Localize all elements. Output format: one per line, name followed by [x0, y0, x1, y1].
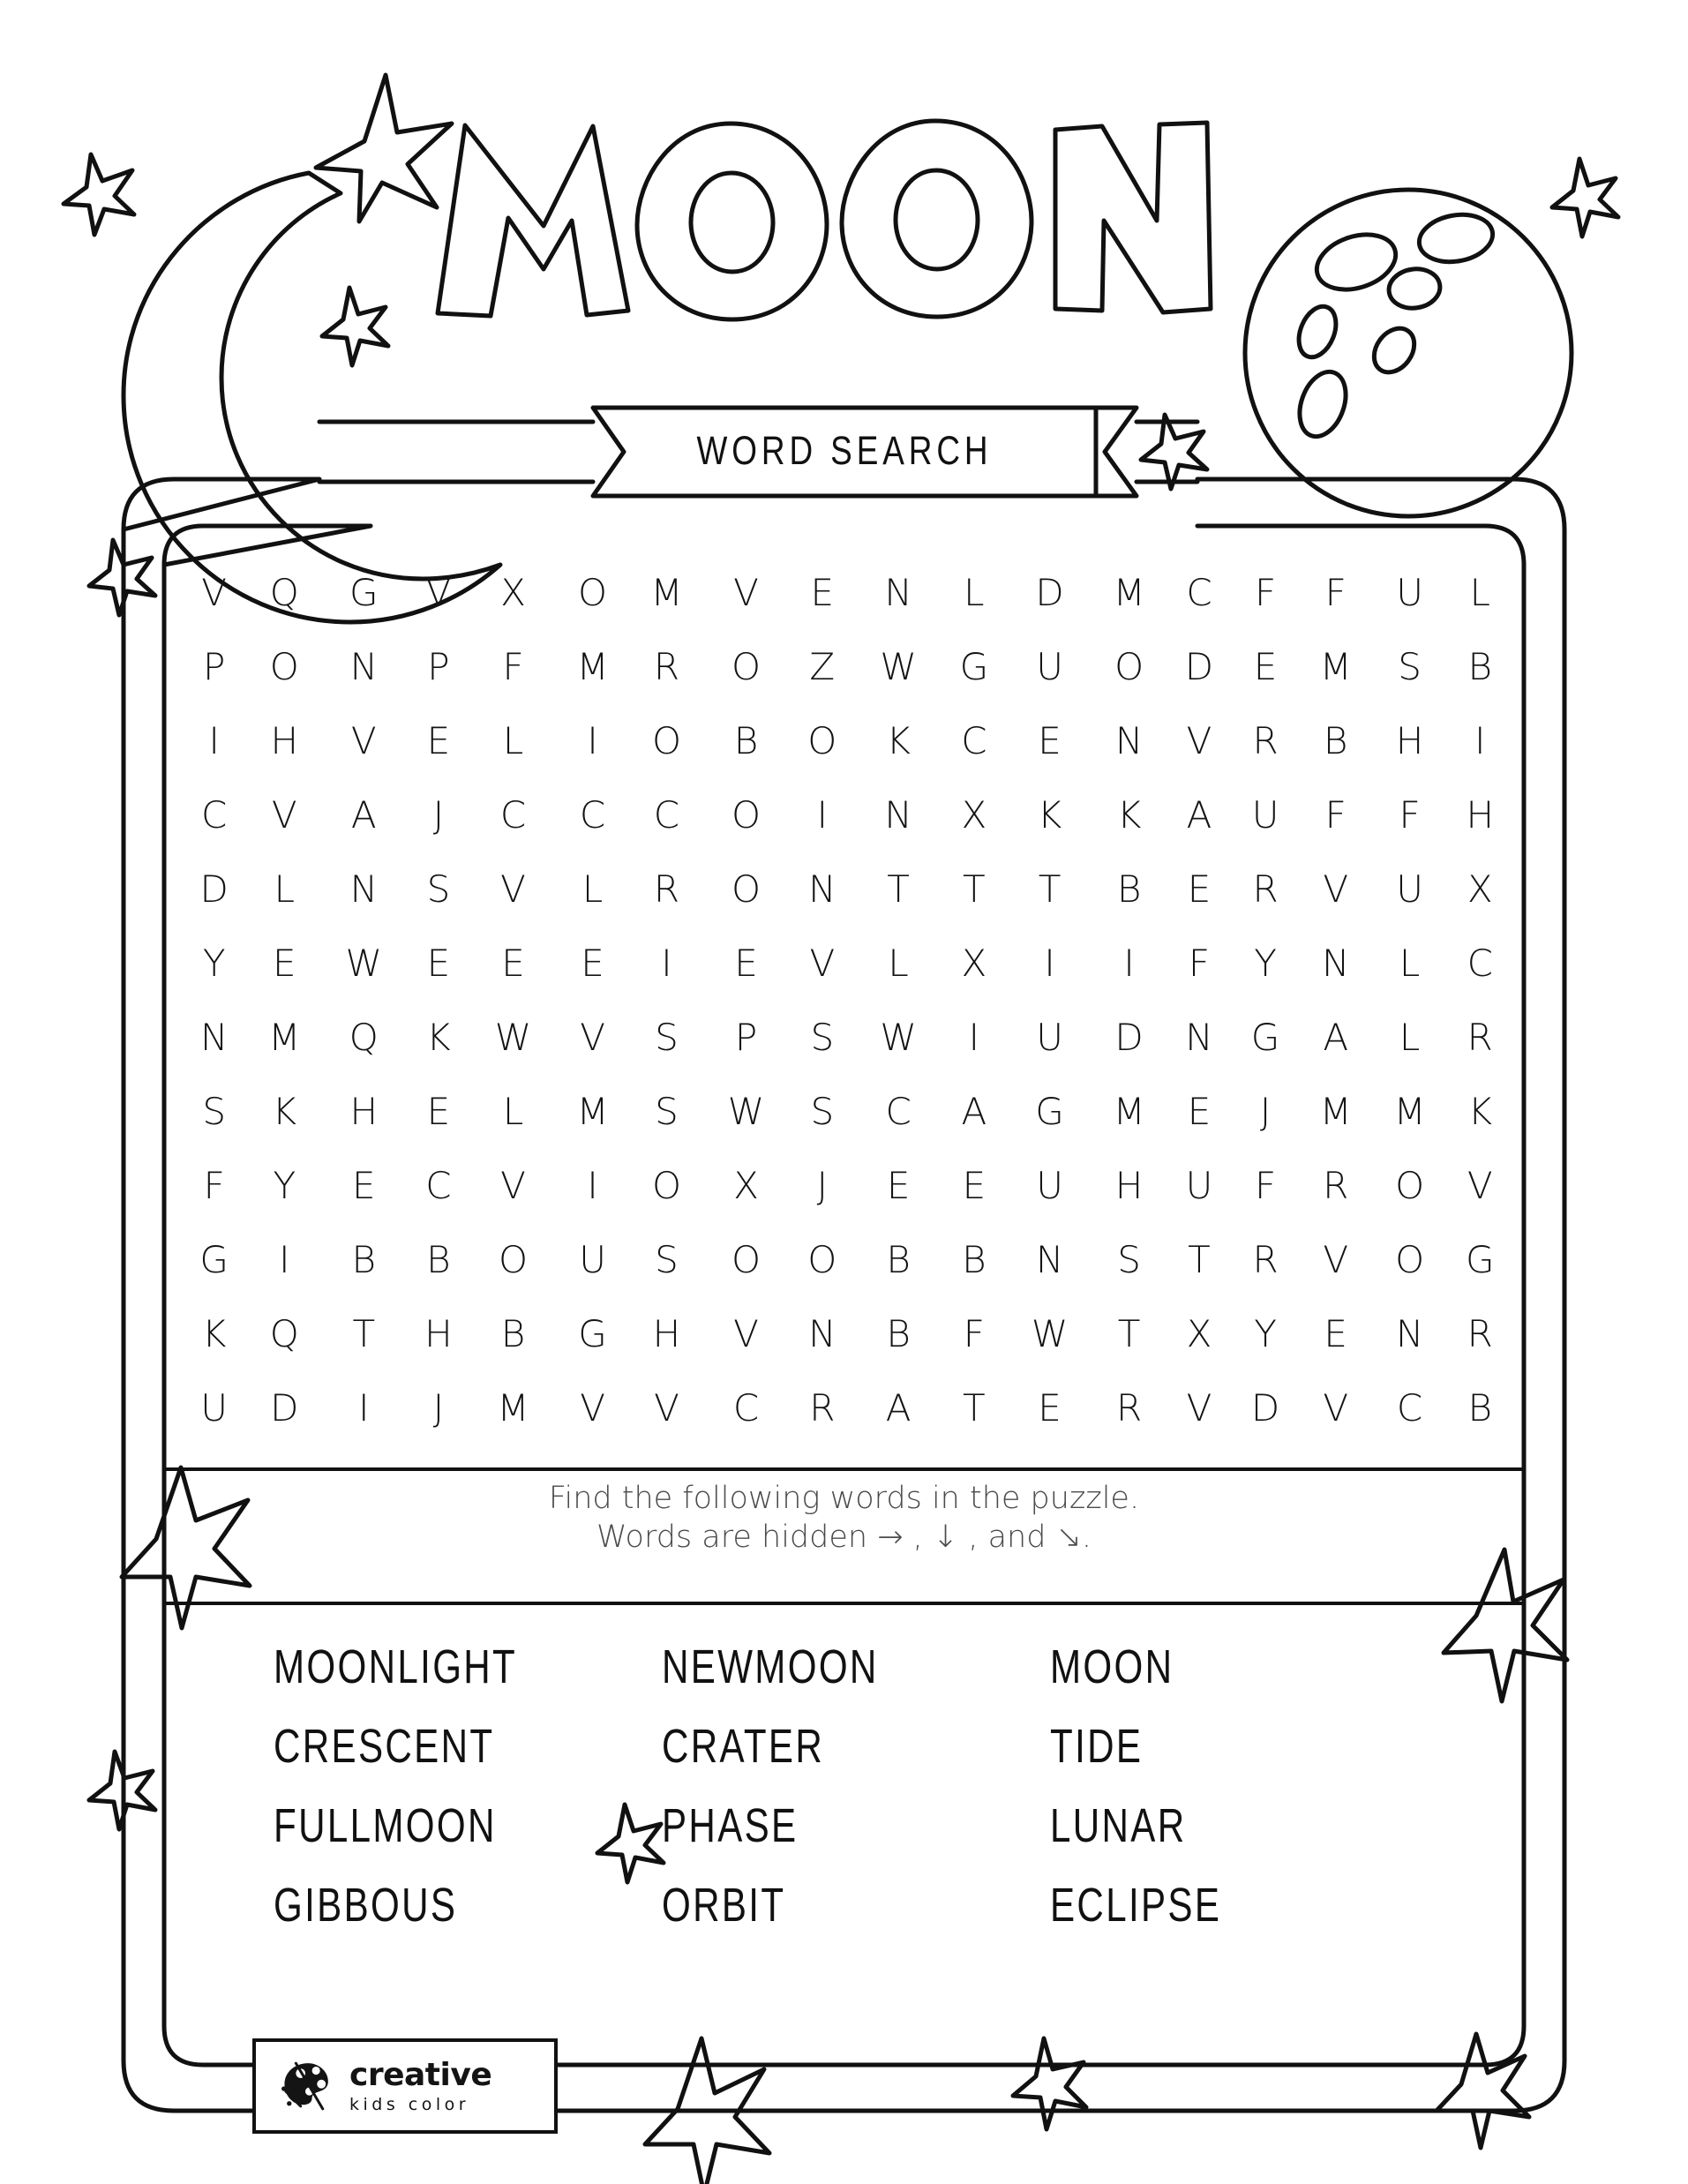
letter-cell[interactable]: W — [727, 1090, 765, 1133]
brand-logo-text — [349, 2056, 492, 2114]
letter-cell[interactable]: L — [581, 867, 604, 911]
letter-cell[interactable]: S — [810, 1090, 835, 1133]
star-icon — [89, 540, 155, 615]
letter-cell[interactable]: M — [1319, 1090, 1352, 1133]
letter-cell[interactable]: F — [502, 645, 524, 688]
word-list-item[interactable]: FULLMOON — [274, 1799, 497, 1852]
letter-cell[interactable]: I — [661, 942, 672, 985]
letter-cell[interactable]: N — [1395, 1312, 1424, 1355]
letter-cell[interactable]: S — [1117, 1238, 1141, 1281]
letter-cell[interactable]: K — [201, 1312, 227, 1355]
letter-cell[interactable]: O — [1114, 645, 1144, 688]
letter-cell[interactable]: G — [199, 1238, 229, 1281]
letter-grid-row — [181, 1075, 1513, 1149]
letter-cell[interactable]: N — [1321, 942, 1350, 985]
word-list-item[interactable]: TIDE — [1050, 1720, 1144, 1773]
letter-cell[interactable]: C — [732, 1386, 760, 1430]
letter-cell[interactable]: N — [1035, 1238, 1064, 1281]
letter-cell[interactable]: Y — [202, 942, 226, 985]
letter-cell[interactable]: C — [1186, 571, 1212, 614]
word-list-item[interactable]: LUNAR — [1050, 1799, 1187, 1852]
letter-cell[interactable]: I — [816, 793, 828, 837]
letter-cell[interactable]: B — [1116, 867, 1142, 911]
letter-cell[interactable]: Y — [273, 1164, 296, 1207]
letter-grid-row — [181, 556, 1513, 630]
letter-cell[interactable]: V — [1467, 1164, 1493, 1207]
instructions-line-2: Words are hidden → , ↓ , and ↘. — [596, 1520, 1092, 1555]
letter-cell[interactable]: K — [272, 1090, 297, 1133]
letter-grid-row — [181, 778, 1513, 852]
letter-cell[interactable]: L — [1399, 1016, 1421, 1059]
letter-cell[interactable]: E — [501, 942, 525, 985]
letter-cell[interactable]: D — [1114, 1016, 1144, 1059]
letter-cell[interactable]: E — [1253, 645, 1278, 688]
letter-cell[interactable]: I — [208, 719, 220, 762]
letter-cell[interactable]: I — [587, 1164, 598, 1207]
letter-cell[interactable]: R — [809, 1386, 836, 1430]
letter-cell[interactable]: H — [424, 1312, 453, 1355]
letter-cell[interactable]: B — [426, 1238, 451, 1281]
letter-cell[interactable]: E — [1324, 1312, 1347, 1355]
letter-cell[interactable]: C — [961, 719, 987, 762]
instructions-bottom-rule — [164, 1602, 1524, 1605]
letter-grid-row — [181, 1297, 1513, 1371]
letter-cell[interactable]: T — [1117, 1312, 1141, 1355]
letter-cell[interactable]: I — [279, 1238, 290, 1281]
letter-cell[interactable]: L — [502, 719, 524, 762]
letter-cell[interactable]: V — [425, 571, 452, 614]
star-icon — [1141, 415, 1207, 489]
letter-cell[interactable]: V — [500, 1164, 526, 1207]
word-list-item[interactable]: PHASE — [662, 1799, 799, 1852]
letter-cell[interactable]: E — [1038, 1386, 1062, 1430]
letter-cell[interactable]: N — [808, 867, 836, 911]
letter-cell[interactable]: M — [497, 1386, 529, 1430]
letter-cell[interactable]: B — [733, 719, 759, 762]
letter-cell[interactable]: C — [425, 1164, 452, 1207]
letter-cell[interactable]: J — [432, 793, 445, 837]
letter-cell[interactable]: X — [1467, 867, 1493, 911]
letter-cell[interactable]: V — [1323, 1386, 1349, 1430]
letter-cell[interactable]: N — [1185, 1016, 1213, 1059]
letter-cell[interactable]: V — [733, 571, 759, 614]
star-icon — [89, 1752, 155, 1829]
letter-cell[interactable]: L — [888, 942, 909, 985]
letter-cell[interactable]: U — [579, 1238, 606, 1281]
word-list-item[interactable]: MOONLIGHT — [274, 1640, 518, 1693]
letter-cell[interactable]: O — [731, 793, 761, 837]
letter-cell[interactable]: D — [1035, 571, 1064, 614]
letter-cell[interactable]: P — [203, 645, 226, 688]
letter-cell[interactable]: V — [350, 719, 377, 762]
instructions — [164, 1479, 1524, 1557]
letter-cell[interactable]: E — [426, 942, 451, 985]
letter-cell[interactable]: S — [655, 1238, 679, 1281]
letter-cell[interactable]: S — [655, 1016, 679, 1059]
letter-cell[interactable]: U — [1251, 793, 1279, 837]
letter-cell[interactable]: E — [426, 719, 451, 762]
letter-cell[interactable]: S — [655, 1090, 679, 1133]
letter-cell[interactable]: V — [580, 1386, 605, 1430]
letter-cell[interactable]: M — [268, 1016, 301, 1059]
letter-cell[interactable]: F — [1324, 793, 1347, 837]
letter-cell[interactable]: B — [1323, 719, 1348, 762]
star-icon — [1444, 1550, 1567, 1701]
letter-cell[interactable]: O — [651, 1164, 681, 1207]
letter-cell[interactable]: C — [1396, 1386, 1423, 1430]
letter-cell[interactable]: K — [1037, 793, 1062, 837]
letter-cell[interactable]: O — [731, 867, 761, 911]
letter-grid-row — [181, 704, 1513, 778]
letter-cell[interactable]: B — [962, 1238, 987, 1281]
letter-cell[interactable]: B — [351, 1238, 377, 1281]
letter-cell[interactable]: I — [968, 1016, 980, 1059]
letter-cell[interactable]: G — [578, 1312, 607, 1355]
letter-cell[interactable]: B — [1467, 645, 1493, 688]
letter-cell[interactable]: N — [884, 793, 912, 837]
letter-grid-row — [181, 1223, 1513, 1297]
letter-cell[interactable]: P — [427, 645, 450, 688]
letter-cell[interactable]: U — [1036, 1164, 1063, 1207]
full-moon-icon — [1245, 190, 1572, 516]
letter-cell[interactable]: L — [274, 867, 295, 911]
word-list-item[interactable]: ECLIPSE — [1050, 1879, 1222, 1932]
star-icon — [1552, 159, 1618, 236]
letter-cell[interactable]: E — [426, 1090, 451, 1133]
letter-cell[interactable]: A — [1323, 1016, 1349, 1059]
letter-cell[interactable]: V — [201, 571, 228, 614]
letter-cell[interactable]: A — [350, 793, 377, 837]
letter-cell[interactable]: F — [1254, 1164, 1277, 1207]
letter-cell[interactable]: W — [494, 1016, 532, 1059]
letter-cell[interactable]: C — [885, 1090, 912, 1133]
letter-cell[interactable]: H — [349, 1090, 379, 1133]
letter-cell[interactable]: K — [1116, 793, 1142, 837]
letter-cell[interactable]: B — [886, 1312, 911, 1355]
letter-cell[interactable]: D — [270, 1386, 299, 1430]
word-list-item[interactable]: ORBIT — [662, 1879, 786, 1932]
word-search-banner-label: WORD SEARCH — [696, 428, 993, 473]
letter-cell[interactable]: U — [1185, 1164, 1213, 1207]
letter-cell[interactable]: E — [1187, 867, 1212, 911]
letter-cell[interactable]: V — [654, 1386, 679, 1430]
letter-cell[interactable]: N — [349, 645, 378, 688]
letter-cell[interactable]: C — [1467, 942, 1493, 985]
letter-cell[interactable]: U — [1036, 645, 1063, 688]
letter-cell[interactable]: K — [426, 1016, 451, 1059]
letter-cell[interactable]: W — [1031, 1312, 1069, 1355]
brand-tagline: kids color — [349, 2094, 470, 2114]
letter-cell[interactable]: M — [576, 645, 609, 688]
paint-palette-icon — [272, 2053, 339, 2120]
letter-cell[interactable]: F — [963, 1312, 985, 1355]
letter-cell[interactable]: T — [963, 1386, 986, 1430]
letter-cell[interactable]: I — [587, 719, 598, 762]
letter-cell[interactable]: N — [349, 867, 378, 911]
letter-cell[interactable]: H — [1395, 719, 1424, 762]
letter-cell[interactable]: T — [963, 867, 986, 911]
letter-cell[interactable]: R — [1323, 1164, 1349, 1207]
letter-cell[interactable]: H — [1466, 793, 1495, 837]
letter-cell[interactable]: L — [502, 1090, 524, 1133]
star-icon — [64, 154, 134, 235]
letter-cell[interactable]: E — [1038, 719, 1062, 762]
letter-grid-row — [181, 630, 1513, 704]
letter-cell[interactable]: F — [1399, 793, 1421, 837]
letter-cell[interactable]: B — [1467, 1386, 1493, 1430]
letter-cell[interactable]: X — [500, 571, 526, 614]
letter-cell[interactable]: H — [270, 719, 299, 762]
letter-cell[interactable]: N — [199, 1016, 229, 1059]
letter-cell[interactable]: W — [345, 942, 383, 985]
letter-cell[interactable]: K — [886, 719, 911, 762]
letter-cell[interactable]: E — [810, 571, 835, 614]
letter-cell[interactable]: R — [1467, 1312, 1493, 1355]
letter-cell[interactable]: N — [884, 571, 912, 614]
letter-cell[interactable]: Y — [1254, 942, 1277, 985]
letter-cell[interactable]: X — [733, 1164, 759, 1207]
letter-cell[interactable]: D — [199, 867, 229, 911]
letter-cell[interactable]: U — [1396, 571, 1423, 614]
letter-cell[interactable]: V — [1186, 719, 1212, 762]
letter-cell[interactable]: B — [886, 1238, 911, 1281]
letter-cell[interactable]: I — [1044, 942, 1055, 985]
letter-cell[interactable]: P — [734, 1016, 758, 1059]
letter-grid — [181, 556, 1513, 1456]
letter-grid-row — [181, 927, 1513, 1001]
letter-cell[interactable]: X — [961, 793, 987, 837]
letter-cell[interactable]: O — [807, 719, 837, 762]
letter-cell[interactable]: R — [1116, 1386, 1143, 1430]
letter-cell[interactable]: D — [1250, 1386, 1280, 1430]
letter-cell[interactable]: M — [1393, 1090, 1426, 1133]
letter-cell[interactable]: A — [885, 1386, 912, 1430]
word-list-item[interactable]: NEWMOON — [662, 1640, 879, 1693]
brand-name: creative — [349, 2056, 492, 2093]
letter-cell[interactable]: N — [808, 1312, 836, 1355]
letter-cell[interactable]: T — [1038, 867, 1062, 911]
letter-cell[interactable]: I — [1123, 942, 1135, 985]
letter-grid-row — [181, 1371, 1513, 1445]
letter-cell[interactable]: A — [961, 1090, 987, 1133]
letter-cell[interactable]: K — [1467, 1090, 1493, 1133]
letter-cell[interactable]: E — [962, 1164, 987, 1207]
instructions-line-1: Find the following words in the puzzle. — [548, 1481, 1140, 1516]
letter-cell[interactable]: O — [731, 645, 761, 688]
letter-cell[interactable]: O — [731, 1238, 761, 1281]
letter-cell[interactable]: M — [1113, 1090, 1145, 1133]
letter-cell[interactable]: U — [1036, 1016, 1063, 1059]
letter-cell[interactable]: T — [887, 867, 910, 911]
letter-cell[interactable]: V — [1323, 1238, 1349, 1281]
page-title — [415, 84, 1244, 322]
letter-cell[interactable]: V — [1186, 1386, 1212, 1430]
letter-cell[interactable]: G — [959, 645, 989, 688]
letter-cell[interactable]: R — [1467, 1016, 1493, 1059]
letter-cell[interactable]: E — [1187, 1090, 1212, 1133]
word-search-banner-label-wrap — [593, 402, 1096, 506]
letter-cell[interactable]: B — [500, 1312, 526, 1355]
letter-cell[interactable]: O — [269, 645, 299, 688]
letter-cell[interactable]: G — [1466, 1238, 1495, 1281]
letter-grid-row — [181, 852, 1513, 927]
instructions-top-rule — [164, 1467, 1524, 1471]
letter-cell[interactable]: R — [653, 867, 680, 911]
letter-grid-row — [181, 1001, 1513, 1075]
letter-cell[interactable]: G — [349, 571, 379, 614]
letter-cell[interactable]: X — [961, 942, 987, 985]
letter-cell[interactable]: C — [499, 793, 527, 837]
letter-cell[interactable]: C — [201, 793, 228, 837]
letter-cell[interactable]: E — [273, 942, 296, 985]
letter-cell[interactable]: T — [1188, 1238, 1211, 1281]
letter-cell[interactable]: F — [203, 1164, 225, 1207]
letter-cell[interactable]: O — [1395, 1164, 1425, 1207]
star-icon — [1437, 2034, 1529, 2148]
letter-cell[interactable]: M — [1319, 645, 1352, 688]
brand-logo — [252, 2038, 558, 2134]
letter-cell[interactable]: G — [1250, 1016, 1280, 1059]
letter-cell[interactable]: O — [807, 1238, 837, 1281]
letter-cell[interactable]: L — [1469, 571, 1490, 614]
word-list-item[interactable]: CRATER — [662, 1720, 825, 1773]
letter-cell[interactable]: E — [886, 1164, 911, 1207]
letter-cell[interactable]: A — [1186, 793, 1212, 837]
letter-cell[interactable]: Z — [809, 645, 836, 688]
letter-cell[interactable]: X — [1186, 1312, 1212, 1355]
letter-cell[interactable]: M — [1113, 571, 1145, 614]
letter-cell[interactable]: O — [1395, 1238, 1425, 1281]
letter-cell[interactable]: W — [880, 645, 917, 688]
letter-cell[interactable]: S — [426, 867, 451, 911]
letter-cell[interactable]: J — [1259, 1090, 1272, 1133]
letter-cell[interactable]: L — [964, 571, 985, 614]
letter-cell[interactable]: F — [1324, 571, 1347, 614]
star-icon — [645, 2038, 769, 2184]
letter-cell[interactable]: F — [1254, 571, 1277, 614]
letter-cell[interactable]: F — [1188, 942, 1211, 985]
letter-cell[interactable]: C — [579, 793, 606, 837]
letter-cell[interactable]: S — [810, 1016, 835, 1059]
letter-cell[interactable]: M — [576, 1090, 609, 1133]
letter-cell[interactable]: U — [1396, 867, 1423, 911]
letter-cell[interactable]: T — [352, 1312, 376, 1355]
letter-cell[interactable]: E — [581, 942, 604, 985]
letter-cell[interactable]: R — [1252, 1238, 1279, 1281]
letter-cell[interactable]: O — [578, 571, 608, 614]
letter-cell[interactable]: E — [352, 1164, 376, 1207]
letter-cell[interactable]: V — [1323, 867, 1349, 911]
letter-cell[interactable]: I — [1474, 719, 1486, 762]
letter-cell[interactable]: W — [880, 1016, 917, 1059]
letter-cell[interactable]: D — [1184, 645, 1214, 688]
letter-cell[interactable]: R — [653, 645, 680, 688]
word-list-item[interactable]: GIBBOUS — [274, 1879, 458, 1932]
letter-cell[interactable]: S — [1398, 645, 1422, 688]
star-icon — [322, 288, 388, 365]
letter-cell[interactable]: J — [816, 1164, 828, 1207]
letter-cell[interactable]: R — [1252, 867, 1279, 911]
letter-cell[interactable]: V — [500, 867, 526, 911]
letter-cell[interactable]: G — [1035, 1090, 1064, 1133]
letter-cell[interactable]: V — [580, 1016, 605, 1059]
letter-cell[interactable]: U — [200, 1386, 229, 1430]
letter-cell[interactable]: Y — [1254, 1312, 1277, 1355]
word-list-item[interactable]: MOON — [1050, 1640, 1174, 1693]
letter-cell[interactable]: V — [271, 793, 297, 837]
letter-cell[interactable]: C — [653, 793, 680, 837]
letter-grid-table — [181, 556, 1513, 1445]
letter-cell[interactable]: J — [432, 1386, 445, 1430]
letter-cell[interactable]: H — [1114, 1164, 1144, 1207]
letter-grid-body — [181, 556, 1513, 1445]
letter-cell[interactable]: V — [733, 1312, 759, 1355]
letter-cell[interactable]: E — [734, 942, 758, 985]
letter-cell[interactable]: V — [809, 942, 836, 985]
letter-cell[interactable]: S — [202, 1090, 226, 1133]
letter-cell[interactable]: I — [358, 1386, 370, 1430]
letter-cell[interactable]: N — [1114, 719, 1144, 762]
letter-cell[interactable]: H — [652, 1312, 681, 1355]
letter-cell[interactable]: R — [1252, 719, 1279, 762]
letter-cell[interactable]: Q — [269, 1312, 299, 1355]
letter-grid-row — [181, 1149, 1513, 1223]
star-icon — [1013, 2038, 1086, 2129]
letter-cell[interactable]: L — [1399, 942, 1421, 985]
letter-cell[interactable]: Q — [349, 1016, 379, 1059]
word-list-item[interactable]: CRESCENT — [274, 1720, 495, 1773]
letter-cell[interactable]: O — [651, 719, 681, 762]
letter-cell[interactable]: M — [650, 571, 683, 614]
word-list — [274, 1637, 1438, 1935]
letter-cell[interactable]: Q — [269, 571, 299, 614]
letter-cell[interactable]: O — [499, 1238, 529, 1281]
